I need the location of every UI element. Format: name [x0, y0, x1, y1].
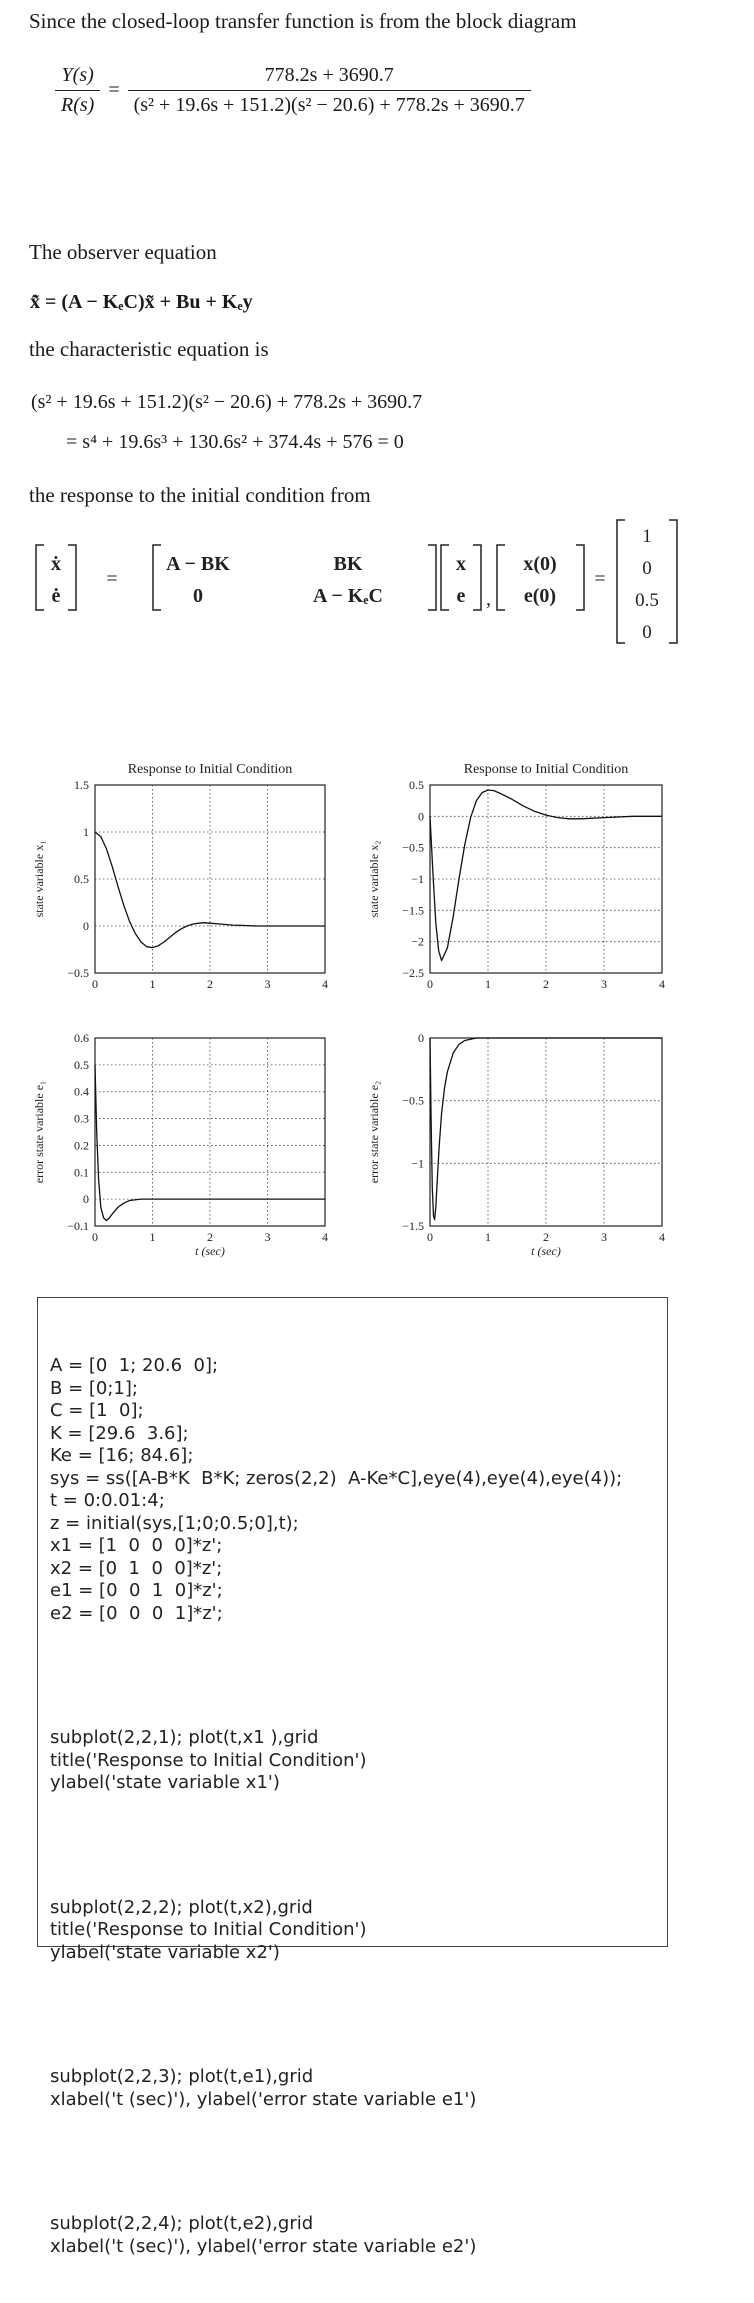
- code-line: subplot(2,2,1); plot(t,x1 ),grid: [50, 1727, 319, 1748]
- x-tick-label: 1: [485, 977, 491, 991]
- y-tick-label: −2.5: [402, 966, 424, 980]
- chart-4: [367, 1031, 665, 1258]
- chart-title: Response to Initial Condition: [127, 762, 293, 777]
- observer-heading: The observer equation: [29, 240, 217, 264]
- chart-title: Response to Initial Condition: [463, 762, 629, 777]
- code-line: t = 0:0.01:4;: [50, 1490, 165, 1511]
- y-tick-label: −2: [411, 934, 424, 949]
- matrix-zero: 0: [193, 585, 203, 607]
- code-line: e1 = [0 0 1 0]*z';: [50, 1580, 223, 1601]
- init-val-2: 0: [642, 558, 652, 579]
- x-tick-label: 0: [427, 1230, 433, 1244]
- matrix-a-kec: A − KₑC: [313, 585, 383, 607]
- y-tick-label: 0: [83, 1192, 89, 1207]
- observer-equation: [30, 291, 253, 314]
- code-line: K = [29.6 3.6];: [50, 1422, 189, 1444]
- x-tick-label: 1: [149, 1230, 156, 1244]
- y-tick-label: 0.4: [74, 1084, 89, 1099]
- vec-e: e: [456, 585, 466, 607]
- char-equation-line2: = s⁴ + 19.6s³ + 130.6s² + 374.4s + 576 = 0: [66, 431, 404, 453]
- char-equation-line1: (s² + 19.6s + 151.2)(s² − 20.6) + 778.2s + 3690.7: [31, 391, 423, 413]
- code-line: ylabel('state variable x2'): [50, 1941, 280, 1963]
- code-line: xlabel('t (sec)'), ylabel('error state variable e2'): [50, 2235, 477, 2257]
- x-tick-label: 0: [92, 977, 98, 991]
- tf-equals: =: [108, 79, 120, 101]
- x-tick-label: 0: [92, 1230, 98, 1244]
- y-tick-label: 0.6: [74, 1031, 89, 1045]
- y-tick-label: −0.5: [402, 1093, 424, 1108]
- code-line: title('Response to Initial Condition'): [50, 1749, 367, 1771]
- y-tick-label: 0.5: [409, 778, 424, 792]
- x-axis-label: t (sec): [195, 1244, 225, 1258]
- init-e0: e(0): [523, 585, 557, 607]
- y-tick-label: 0.1: [74, 1165, 89, 1180]
- code-line: C = [1 0];: [50, 1400, 144, 1421]
- y-axis-label: error state variable e₁: [32, 1080, 46, 1184]
- y-tick-label: 0: [83, 919, 89, 933]
- code-line: x1 = [1 0 0 0]*z';: [50, 1535, 223, 1556]
- code-line: title('Response to Initial Condition'): [50, 1919, 367, 1940]
- code-line: A = [0 1; 20.6 0];: [50, 1355, 219, 1376]
- series-line: [430, 790, 662, 961]
- code-line: sys = ss([A-B*K B*K; zeros(2,2) A-Ke*C],eye(4),eye(4),eye(4));: [50, 1467, 623, 1489]
- x-tick-label: 2: [207, 977, 213, 991]
- code-block-subplot2: [50, 1897, 622, 1965]
- response-heading: the response to the initial condition from: [29, 483, 371, 507]
- y-tick-label: 0: [418, 1031, 424, 1045]
- char-heading: the characteristic equation is: [29, 337, 269, 361]
- matrix-bk: BK: [333, 553, 363, 575]
- vec-xdot: ẋ: [51, 553, 61, 575]
- code-block-subplot1: [50, 1727, 622, 1795]
- vec-x: x: [456, 553, 466, 575]
- code-line: ylabel('state variable x1'): [50, 1772, 280, 1793]
- transfer-function: [55, 64, 531, 117]
- response-plots: [0, 740, 754, 1280]
- code-block-subplot4: [50, 2213, 622, 2258]
- observer-lhs: x̃̇: [30, 291, 40, 313]
- y-tick-label: −1: [411, 1156, 424, 1171]
- eq-sign: =: [106, 568, 118, 590]
- matlab-code-box: [37, 1297, 668, 2257]
- x-tick-label: 2: [207, 1230, 213, 1244]
- code-line: z = initial(sys,[1;0;0.5;0],t);: [50, 1512, 299, 1534]
- chart-2: [367, 762, 665, 991]
- code-line: subplot(2,2,2); plot(t,x2),grid: [50, 1896, 313, 1918]
- comma: ,: [486, 588, 491, 610]
- y-tick-label: −0.5: [402, 840, 424, 855]
- code-line: Ke = [16; 84.6];: [50, 1445, 194, 1466]
- y-tick-label: −1.5: [402, 1219, 424, 1233]
- matlab-code: [50, 1310, 622, 2303]
- init-val-1: 1: [642, 526, 652, 547]
- y-tick-label: 0: [418, 809, 424, 824]
- code-block-subplot3: [50, 2066, 622, 2111]
- code-line: B = [0;1];: [50, 1377, 138, 1399]
- tf-numerator: 778.2s + 3690.7: [264, 64, 394, 86]
- code-line: subplot(2,2,4); plot(t,e2),grid: [50, 2213, 314, 2234]
- x-tick-label: 4: [322, 977, 328, 991]
- series-line: [430, 1038, 662, 1220]
- init-val-3: 0.5: [635, 590, 659, 611]
- code-line: e2 = [0 0 0 1]*z';: [50, 1602, 223, 1624]
- x-tick-label: 4: [659, 977, 665, 991]
- tf-lhs-num: Y(s): [61, 64, 94, 86]
- y-axis-label: error state variable e₂: [367, 1080, 381, 1184]
- x-tick-label: 1: [149, 977, 156, 991]
- intro-text: Since the closed-loop transfer function is from the block diagram: [29, 9, 577, 33]
- chart-3: [32, 1031, 328, 1258]
- x-tick-label: 3: [601, 1230, 607, 1244]
- x-tick-label: 4: [659, 1230, 665, 1244]
- y-tick-label: 1.5: [74, 778, 89, 792]
- x-tick-label: 4: [322, 1230, 328, 1244]
- y-tick-label: 0.5: [74, 1057, 89, 1072]
- y-axis-label: state variable x₂: [367, 840, 381, 918]
- x-tick-label: 3: [264, 1230, 271, 1244]
- x-axis-label: t (sec): [531, 1244, 561, 1258]
- code-line: xlabel('t (sec)'), ylabel('error state variable e1'): [50, 2088, 477, 2110]
- eq-sign-2: =: [594, 568, 606, 590]
- x-tick-label: 0: [427, 977, 433, 991]
- code-line: x2 = [0 1 0 0]*z';: [50, 1557, 223, 1579]
- x-tick-label: 2: [543, 1230, 549, 1244]
- code-line: subplot(2,2,3); plot(t,e1),grid: [50, 2066, 314, 2087]
- tf-lhs: [55, 64, 100, 117]
- y-tick-label: 0.5: [74, 872, 89, 886]
- observer-rhs: = (A − KₑC)x̃ + Bu + Kₑy: [40, 291, 253, 313]
- init-x0: x(0): [523, 553, 557, 575]
- y-tick-label: −1.5: [402, 903, 424, 918]
- x-tick-label: 2: [543, 977, 549, 991]
- y-tick-label: −1: [411, 872, 424, 886]
- matrix-a-bk: A − BK: [166, 553, 230, 575]
- tf-rhs: [128, 64, 531, 117]
- chart-1: [32, 762, 328, 991]
- code-block-setup: [50, 1355, 622, 1625]
- y-tick-label: 1: [83, 825, 89, 839]
- bracket-marks: [36, 520, 677, 643]
- x-tick-label: 1: [485, 1230, 491, 1244]
- y-axis-label: state variable x₁: [32, 840, 46, 918]
- vec-edot: ė: [51, 585, 61, 607]
- tf-lhs-den: R(s): [55, 90, 100, 117]
- y-tick-label: 0.3: [74, 1111, 89, 1126]
- x-tick-label: 3: [601, 977, 607, 991]
- y-tick-label: −0.1: [67, 1219, 89, 1233]
- y-tick-label: −0.5: [67, 966, 89, 980]
- x-tick-label: 3: [264, 977, 271, 991]
- init-val-4: 0: [642, 622, 652, 643]
- tf-denominator: (s² + 19.6s + 151.2)(s² − 20.6) + 778.2s + 3690.7: [128, 90, 531, 117]
- state-equation: [30, 515, 690, 650]
- y-tick-label: 0.2: [74, 1138, 89, 1153]
